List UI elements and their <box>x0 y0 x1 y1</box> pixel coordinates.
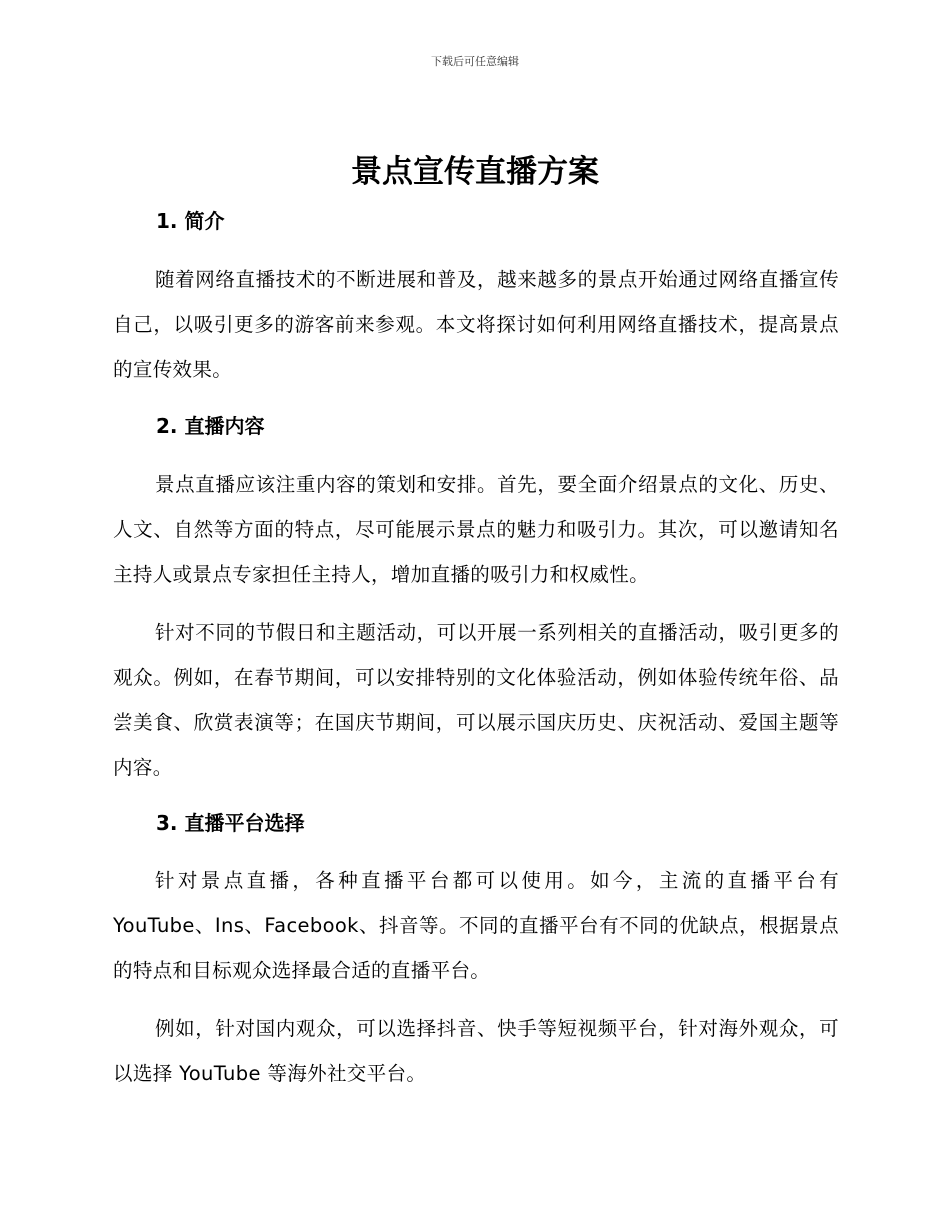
paragraph-live-content-2: 针对不同的节假日和主题活动，可以开展一系列相关的直播活动，吸引更多的观众。例如，在春节期间，可以安排特别的文化体验活动，例如体验传统年俗、品尝美食、欣赏表演等；在国庆节期间，可以展示国庆历史、庆祝活动、爱国主题等内容。 <box>113 621 839 779</box>
section-heading-intro: 1. 简介 <box>156 209 225 233</box>
paragraph-intro: 随着网络直播技术的不断进展和普及，越来越多的景点开始通过网络直播宣传自己，以吸引更多的游客前来参观。本文将探讨如何利用网络直播技术，提高景点的宣传效果。 <box>113 268 839 381</box>
section-heading-live-content: 2. 直播内容 <box>156 414 265 438</box>
paragraph-platform-2: 例如，针对国内观众，可以选择抖音、快手等短视频平台，针对海外观众，可以选择 YouTube 等海外社交平台。 <box>113 1017 839 1085</box>
header-note: 下载后可任意编辑 <box>431 55 519 68</box>
section-heading-platform: 3. 直播平台选择 <box>156 811 305 835</box>
document-title: 景点宣传直播方案 <box>351 154 599 190</box>
paragraph-platform-1: 针对景点直播，各种直播平台都可以使用。如今，主流的直播平台有YouTube、Ins、Facebook、抖音等。不同的直播平台有不同的优缺点，根据景点的特点和目标观众选择最合适的直播平台。 <box>113 869 839 982</box>
paragraph-live-content-1: 景点直播应该注重内容的策划和安排。首先，要全面介绍景点的文化、历史、人文、自然等方面的特点，尽可能展示景点的魅力和吸引力。其次，可以邀请知名主持人或景点专家担任主持人，增加直播的吸引力和权威性。 <box>113 473 839 586</box>
